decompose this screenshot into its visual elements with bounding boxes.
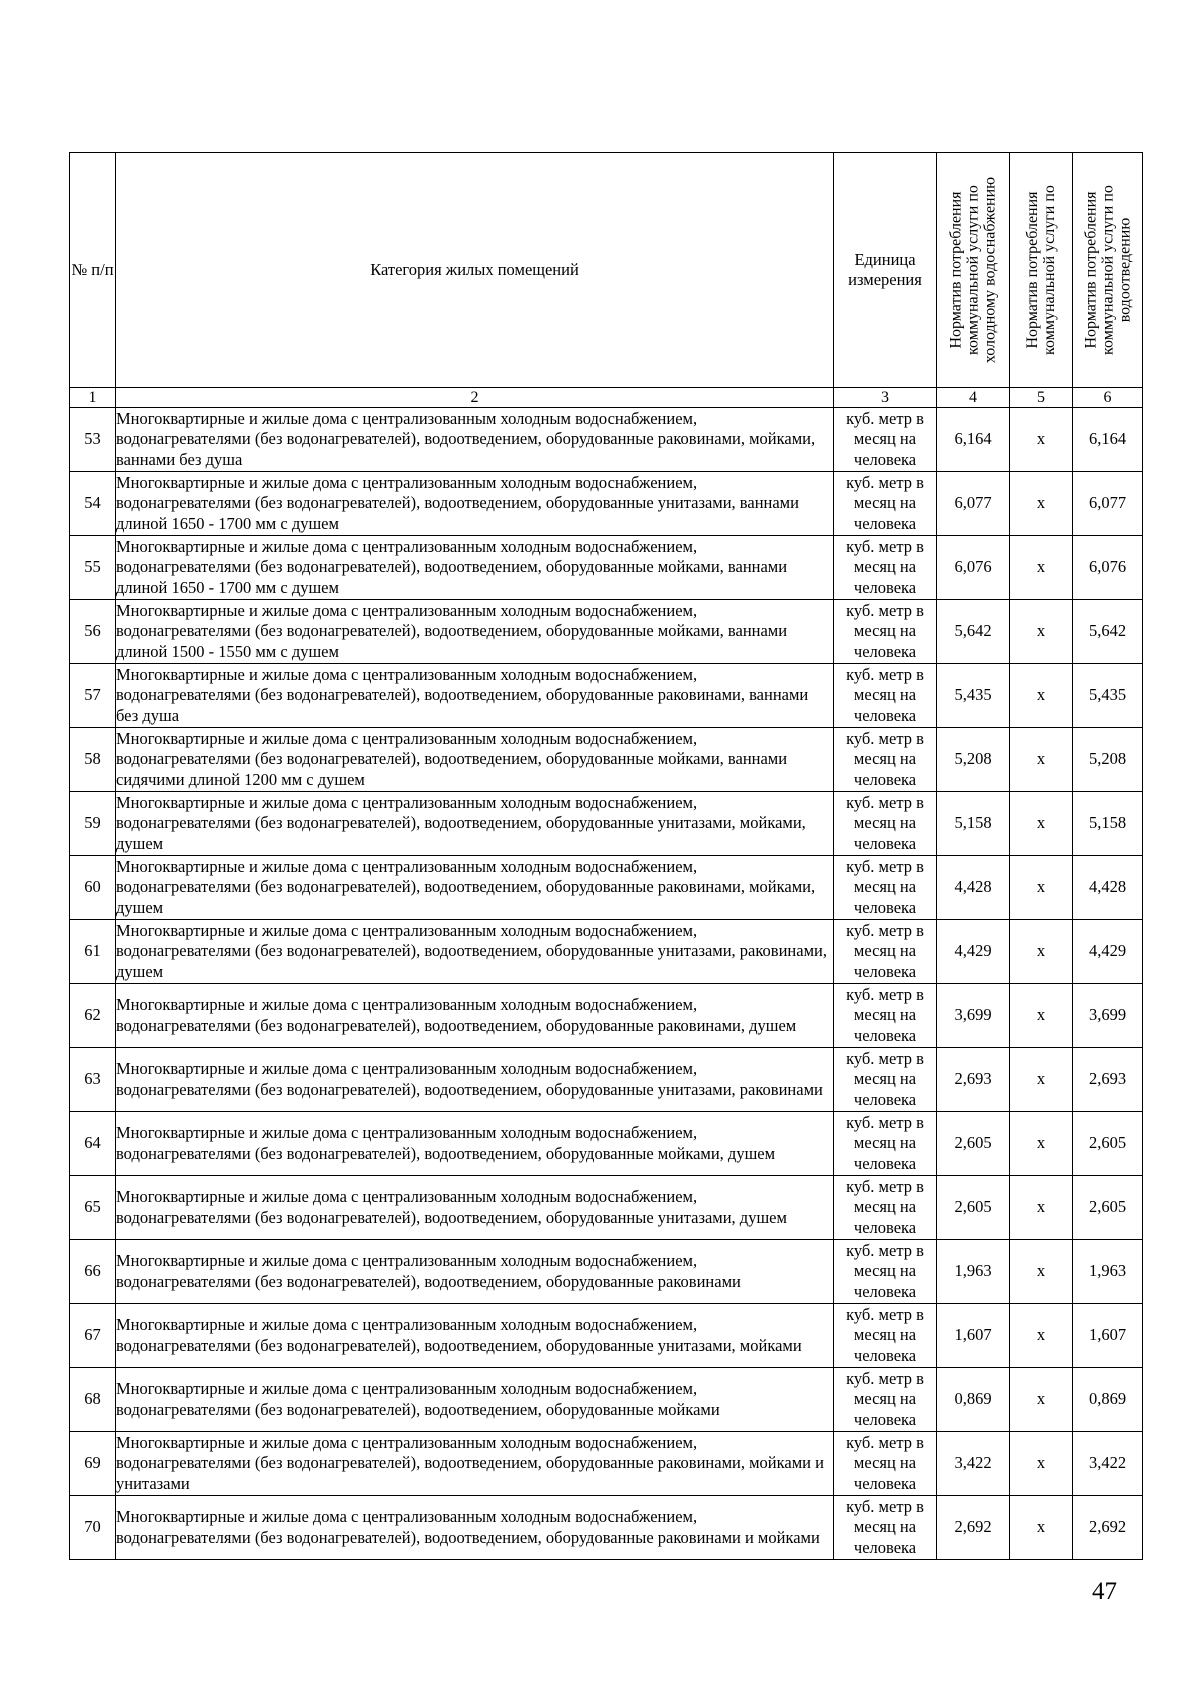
- row-number: 58: [70, 728, 116, 792]
- row-unit: куб. метр в месяц на человека: [834, 1368, 937, 1432]
- row-cold-water-value: 5,158: [937, 792, 1010, 856]
- row-unit: куб. метр в месяц на человека: [834, 1176, 937, 1240]
- row-drainage-value: 2,605: [1073, 1176, 1143, 1240]
- row-hot-water-value: х: [1010, 1176, 1073, 1240]
- row-drainage-value: 6,076: [1073, 536, 1143, 600]
- row-cold-water-value: 6,076: [937, 536, 1010, 600]
- row-number: 61: [70, 920, 116, 984]
- row-category: Многоквартирные и жилые дома с централизованным холодным водоснабжением, водонагревателями (без водонагревателей), водоотведением, оборудованные раковинами, мойками, ваннами без душа: [116, 408, 834, 472]
- row-category: Многоквартирные и жилые дома с централизованным холодным водоснабжением, водонагревателями (без водонагревателей), водоотведением, оборудованные унитазами, мойками, душем: [116, 792, 834, 856]
- table-row: [70, 1432, 1143, 1496]
- row-drainage-value: 5,642: [1073, 600, 1143, 664]
- table-row: [70, 984, 1143, 1048]
- row-hot-water-value: х: [1010, 792, 1073, 856]
- table-row: [70, 792, 1143, 856]
- row-number: 54: [70, 472, 116, 536]
- row-unit: куб. метр в месяц на человека: [834, 984, 937, 1048]
- row-cold-water-value: 3,699: [937, 984, 1010, 1048]
- table-row: [70, 856, 1143, 920]
- table-row: [70, 600, 1143, 664]
- row-drainage-value: 2,693: [1073, 1048, 1143, 1112]
- table-row: [70, 1304, 1143, 1368]
- column-number: 4: [937, 388, 1010, 408]
- row-number: 68: [70, 1368, 116, 1432]
- row-hot-water-value: х: [1010, 1432, 1073, 1496]
- row-cold-water-value: 1,963: [937, 1240, 1010, 1304]
- row-category: Многоквартирные и жилые дома с централизованным холодным водоснабжением, водонагревателями (без водонагревателей), водоотведением, оборудованные раковинами и мойками: [116, 1496, 834, 1560]
- row-unit: куб. метр в месяц на человека: [834, 1432, 937, 1496]
- row-cold-water-value: 6,077: [937, 472, 1010, 536]
- row-hot-water-value: х: [1010, 1240, 1073, 1304]
- row-drainage-value: 2,605: [1073, 1112, 1143, 1176]
- norms-table: [69, 152, 1143, 1560]
- row-cold-water-value: 2,692: [937, 1496, 1010, 1560]
- row-cold-water-value: 3,422: [937, 1432, 1010, 1496]
- row-unit: куб. метр в месяц на человека: [834, 728, 937, 792]
- row-number: 59: [70, 792, 116, 856]
- row-unit: куб. метр в месяц на человека: [834, 408, 937, 472]
- column-numbers-row: [70, 388, 1143, 408]
- header-row: [70, 153, 1143, 388]
- row-category: Многоквартирные и жилые дома с централизованным холодным водоснабжением, водонагревателями (без водонагревателей), водоотведением, оборудованные унитазами, раковинами, душем: [116, 920, 834, 984]
- row-unit: куб. метр в месяц на человека: [834, 600, 937, 664]
- row-drainage-value: 3,422: [1073, 1432, 1143, 1496]
- row-unit: куб. метр в месяц на человека: [834, 856, 937, 920]
- row-cold-water-value: 2,605: [937, 1176, 1010, 1240]
- header-drainage-norm-text: Норматив потребления коммунальной услуги по водоотведению: [1082, 185, 1133, 355]
- row-hot-water-value: х: [1010, 472, 1073, 536]
- table-row: [70, 536, 1143, 600]
- row-cold-water-value: 1,607: [937, 1304, 1010, 1368]
- row-category: Многоквартирные и жилые дома с централизованным холодным водоснабжением, водонагревателями (без водонагревателей), водоотведением, оборудованные унитазами, раковинами: [116, 1048, 834, 1112]
- row-number: 62: [70, 984, 116, 1048]
- row-hot-water-value: х: [1010, 920, 1073, 984]
- column-number: 6: [1073, 388, 1143, 408]
- column-number: 2: [116, 388, 834, 408]
- row-category: Многоквартирные и жилые дома с централизованным холодным водоснабжением, водонагревателями (без водонагревателей), водоотведением, оборудованные раковинами, душем: [116, 984, 834, 1048]
- row-cold-water-value: 6,164: [937, 408, 1010, 472]
- header-num: № п/п: [70, 153, 116, 388]
- row-drainage-value: 4,428: [1073, 856, 1143, 920]
- row-cold-water-value: 4,429: [937, 920, 1010, 984]
- row-unit: куб. метр в месяц на человека: [834, 792, 937, 856]
- row-number: 67: [70, 1304, 116, 1368]
- header-drainage-norm: [1073, 153, 1143, 388]
- table-row: [70, 728, 1143, 792]
- row-category: Многоквартирные и жилые дома с централизованным холодным водоснабжением, водонагревателями (без водонагревателей), водоотведением, оборудованные мойками, душем: [116, 1112, 834, 1176]
- row-number: 60: [70, 856, 116, 920]
- row-category: Многоквартирные и жилые дома с централизованным холодным водоснабжением, водонагревателями (без водонагревателей), водоотведением, оборудованные унитазами, ваннами длиной 1650 - 1700 мм с душем: [116, 472, 834, 536]
- row-hot-water-value: х: [1010, 664, 1073, 728]
- row-cold-water-value: 0,869: [937, 1368, 1010, 1432]
- row-unit: куб. метр в месяц на человека: [834, 664, 937, 728]
- header-cold-water-norm-text: Норматив потребления коммунальной услуги по холодному водоснабжению: [947, 176, 999, 364]
- row-hot-water-value: х: [1010, 984, 1073, 1048]
- row-hot-water-value: х: [1010, 408, 1073, 472]
- column-number: 1: [70, 388, 116, 408]
- row-drainage-value: 2,692: [1073, 1496, 1143, 1560]
- row-number: 64: [70, 1112, 116, 1176]
- row-hot-water-value: х: [1010, 600, 1073, 664]
- row-number: 66: [70, 1240, 116, 1304]
- row-unit: куб. метр в месяц на человека: [834, 920, 937, 984]
- row-category: Многоквартирные и жилые дома с централизованным холодным водоснабжением, водонагревателями (без водонагревателей), водоотведением, оборудованные раковинами: [116, 1240, 834, 1304]
- table-row: [70, 1240, 1143, 1304]
- row-drainage-value: 1,963: [1073, 1240, 1143, 1304]
- header-cold-water-norm: [937, 153, 1010, 388]
- row-category: Многоквартирные и жилые дома с централизованным холодным водоснабжением, водонагревателями (без водонагревателей), водоотведением, оборудованные раковинами, ваннами без душа: [116, 664, 834, 728]
- row-cold-water-value: 2,605: [937, 1112, 1010, 1176]
- table-row: [70, 1368, 1143, 1432]
- row-cold-water-value: 5,435: [937, 664, 1010, 728]
- row-cold-water-value: 5,642: [937, 600, 1010, 664]
- table-row: [70, 664, 1143, 728]
- row-category: Многоквартирные и жилые дома с централизованным холодным водоснабжением, водонагревателями (без водонагревателей), водоотведением, оборудованные мойками, ваннами сидячими длиной 1200 мм с душем: [116, 728, 834, 792]
- row-number: 63: [70, 1048, 116, 1112]
- row-hot-water-value: х: [1010, 536, 1073, 600]
- column-number: 5: [1010, 388, 1073, 408]
- row-category: Многоквартирные и жилые дома с централизованным холодным водоснабжением, водонагревателями (без водонагревателей), водоотведением, оборудованные мойками, ваннами длиной 1650 - 1700 мм с душем: [116, 536, 834, 600]
- row-hot-water-value: х: [1010, 1048, 1073, 1112]
- table-row: [70, 408, 1143, 472]
- header-unit: Единица измерения: [834, 153, 937, 388]
- row-drainage-value: 0,869: [1073, 1368, 1143, 1432]
- header-hot-water-norm-text: Норматив потребления коммунальной услуги по: [1024, 185, 1058, 355]
- row-number: 56: [70, 600, 116, 664]
- row-drainage-value: 6,164: [1073, 408, 1143, 472]
- row-cold-water-value: 4,428: [937, 856, 1010, 920]
- row-unit: куб. метр в месяц на человека: [834, 1112, 937, 1176]
- row-hot-water-value: х: [1010, 728, 1073, 792]
- row-cold-water-value: 5,208: [937, 728, 1010, 792]
- row-number: 55: [70, 536, 116, 600]
- row-drainage-value: 1,607: [1073, 1304, 1143, 1368]
- row-drainage-value: 4,429: [1073, 920, 1143, 984]
- row-number: 57: [70, 664, 116, 728]
- row-drainage-value: 3,699: [1073, 984, 1143, 1048]
- table-row: [70, 1496, 1143, 1560]
- row-hot-water-value: х: [1010, 1496, 1073, 1560]
- row-unit: куб. метр в месяц на человека: [834, 1496, 937, 1560]
- row-drainage-value: 6,077: [1073, 472, 1143, 536]
- row-category: Многоквартирные и жилые дома с централизованным холодным водоснабжением, водонагревателями (без водонагревателей), водоотведением, оборудованные раковинами, мойками, душем: [116, 856, 834, 920]
- row-hot-water-value: х: [1010, 1304, 1073, 1368]
- row-category: Многоквартирные и жилые дома с централизованным холодным водоснабжением, водонагревателями (без водонагревателей), водоотведением, оборудованные унитазами, мойками: [116, 1304, 834, 1368]
- row-number: 65: [70, 1176, 116, 1240]
- row-number: 70: [70, 1496, 116, 1560]
- row-unit: куб. метр в месяц на человека: [834, 1304, 937, 1368]
- table-row: [70, 1176, 1143, 1240]
- row-drainage-value: 5,158: [1073, 792, 1143, 856]
- row-category: Многоквартирные и жилые дома с централизованным холодным водоснабжением, водонагревателями (без водонагревателей), водоотведением, оборудованные мойками: [116, 1368, 834, 1432]
- table-row: [70, 472, 1143, 536]
- row-hot-water-value: х: [1010, 1368, 1073, 1432]
- row-unit: куб. метр в месяц на человека: [834, 536, 937, 600]
- row-unit: куб. метр в месяц на человека: [834, 472, 937, 536]
- row-hot-water-value: х: [1010, 1112, 1073, 1176]
- row-category: Многоквартирные и жилые дома с централизованным холодным водоснабжением, водонагревателями (без водонагревателей), водоотведением, оборудованные раковинами, мойками и унитазами: [116, 1432, 834, 1496]
- row-number: 53: [70, 408, 116, 472]
- page-number: 47: [1092, 1578, 1117, 1605]
- table-body: [70, 408, 1143, 1560]
- row-unit: куб. метр в месяц на человека: [834, 1240, 937, 1304]
- row-category: Многоквартирные и жилые дома с централизованным холодным водоснабжением, водонагревателями (без водонагревателей), водоотведением, оборудованные унитазами, душем: [116, 1176, 834, 1240]
- row-hot-water-value: х: [1010, 856, 1073, 920]
- row-drainage-value: 5,435: [1073, 664, 1143, 728]
- row-cold-water-value: 2,693: [937, 1048, 1010, 1112]
- table-row: [70, 1048, 1143, 1112]
- row-drainage-value: 5,208: [1073, 728, 1143, 792]
- row-category: Многоквартирные и жилые дома с централизованным холодным водоснабжением, водонагревателями (без водонагревателей), водоотведением, оборудованные мойками, ваннами длиной 1500 - 1550 мм с душем: [116, 600, 834, 664]
- column-number: 3: [834, 388, 937, 408]
- header-hot-water-norm: [1010, 153, 1073, 388]
- table-row: [70, 920, 1143, 984]
- row-unit: куб. метр в месяц на человека: [834, 1048, 937, 1112]
- table-row: [70, 1112, 1143, 1176]
- row-number: 69: [70, 1432, 116, 1496]
- header-category: Категория жилых помещений: [116, 153, 834, 388]
